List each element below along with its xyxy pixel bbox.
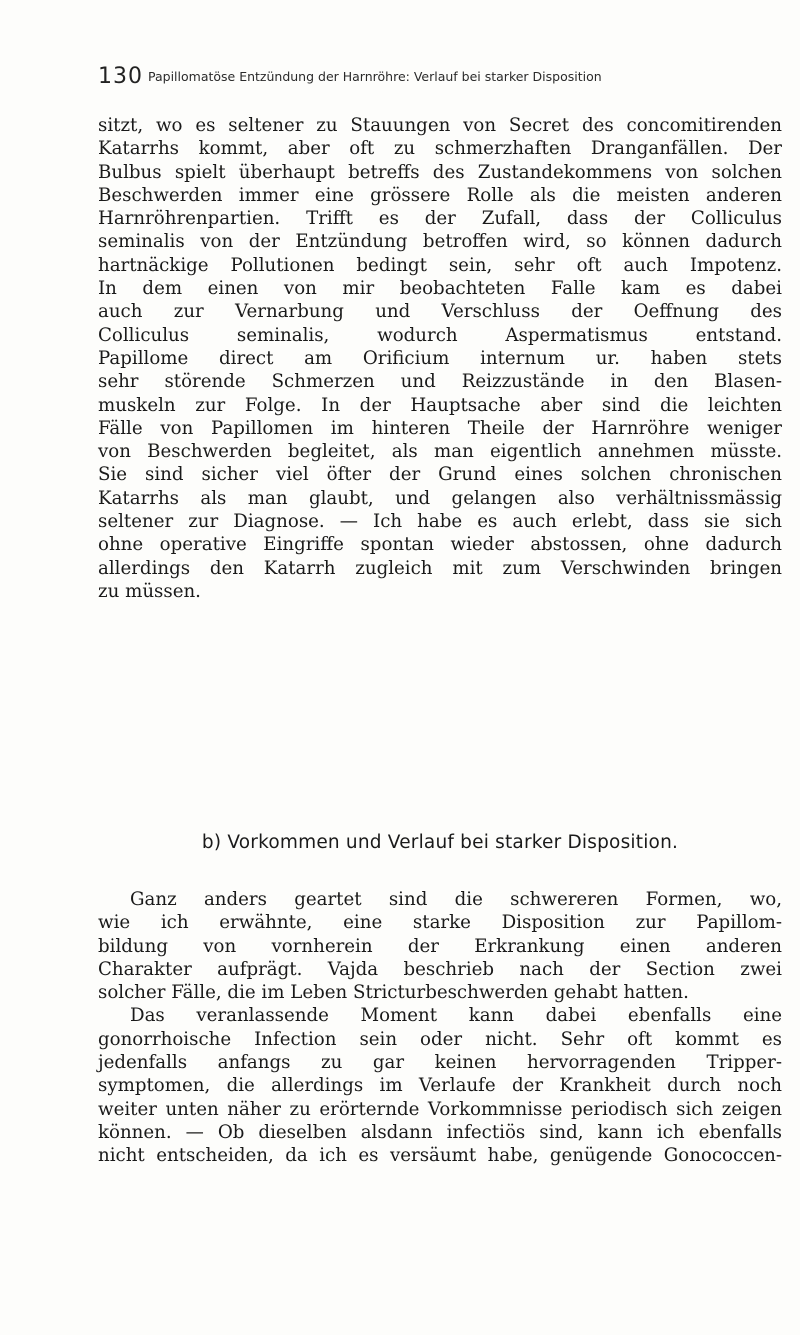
text-line: seltener zur Diagnose. — Ich habe es auch erlebt, dass sie sich [98, 511, 782, 533]
text-line: Colliculus seminalis, wodurch Aspermatismus entstand. [98, 324, 782, 346]
text-line: von Beschwerden begleitet, als man eigentlich annehmen müsste. [98, 441, 782, 463]
text-line: nicht entscheiden, da ich es versäumt habe, genügende Gonococcen- [98, 1145, 782, 1167]
running-head: Papillomatöse Entzündung der Harnröhre: Verlauf bei starker Disposition [148, 69, 602, 84]
text-line: solcher Fälle, die im Leben Stricturbeschwerden gehabt hatten. [98, 982, 689, 1004]
text-line: Ganz anders geartet sind die schwereren Formen, wo, [130, 889, 782, 910]
text-line: Papillome direct am Orificium internum ur. haben stets [98, 347, 782, 369]
text-line: Charakter aufprägt. Vajda beschrieb nach der Section zwei [98, 958, 782, 980]
text-line: wie ich erwähnte, eine starke Disposition zur Papillom- [98, 912, 782, 934]
text-line: zu müssen. [98, 580, 201, 602]
section-body [98, 888, 782, 1168]
text-line: sitzt, wo es seltener zu Stauungen von Secret des concomitirenden [98, 115, 782, 136]
text-line: In dem einen von mir beobachteten Falle kam es dabei [98, 278, 782, 300]
text-line: Sie sind sicher viel öfter der Grund eines solchen chronischen [98, 464, 782, 486]
text-line: Harnröhrenpartien. Trifft es der Zufall, dass der Colliculus [98, 208, 782, 230]
text-line: ohne operative Eingriffe spontan wieder abstossen, ohne dadurch [98, 534, 782, 556]
page-header [98, 60, 788, 90]
text-line: Katarrhs kommt, aber oft zu schmerzhaften Dranganfällen. Der [98, 138, 782, 160]
text-line: weiter unten näher zu erörternde Vorkommnisse periodisch sich zeigen [98, 1098, 782, 1120]
text-line: Bulbus spielt überhaupt betreffs des Zustandekommens von solchen [98, 161, 782, 183]
text-line: sehr störende Schmerzen und Reizzustände in den Blasen- [98, 371, 782, 393]
text-line: gonorrhoische Infection sein oder nicht. Sehr oft kommt es [98, 1028, 782, 1050]
text-line: hartnäckige Pollutionen bedingt sein, sehr oft auch Impotenz. [98, 254, 782, 276]
page-number: 130 [98, 64, 143, 89]
text-line: allerdings den Katarrh zugleich mit zum Verschwinden bringen [98, 557, 782, 579]
text-line: bildung von vornherein der Erkrankung einen anderen [98, 935, 782, 957]
text-line: jedenfalls anfangs zu gar keinen hervorragenden Tripper- [98, 1052, 782, 1074]
text-line: symptomen, die allerdings im Verlaufe der Krankheit durch noch [98, 1075, 782, 1097]
text-line: Fälle von Papillomen im hinteren Theile der Harnröhre weniger [98, 417, 782, 439]
text-line: auch zur Vernarbung und Verschluss der Oeffnung des [98, 301, 782, 323]
text-line: muskeln zur Folge. In der Hauptsache aber sind die leichten [98, 394, 782, 416]
text-line: können. — Ob dieselben alsdann infectiös sind, kann ich ebenfalls [98, 1121, 782, 1143]
paragraph-continued [98, 114, 782, 603]
text-line: seminalis von der Entzündung betroffen wird, so können dadurch [98, 231, 782, 253]
text-line: Katarrhs als man glaubt, und gelangen also verhältnissmässig [98, 487, 782, 509]
text-line: Das veranlassende Moment kann dabei ebenfalls eine [130, 1005, 782, 1027]
section-heading: b) Vorkommen und Verlauf bei starker Disposition. [201, 832, 679, 853]
text-line: Beschwerden immer eine grössere Rolle als die meisten anderen [98, 184, 782, 206]
